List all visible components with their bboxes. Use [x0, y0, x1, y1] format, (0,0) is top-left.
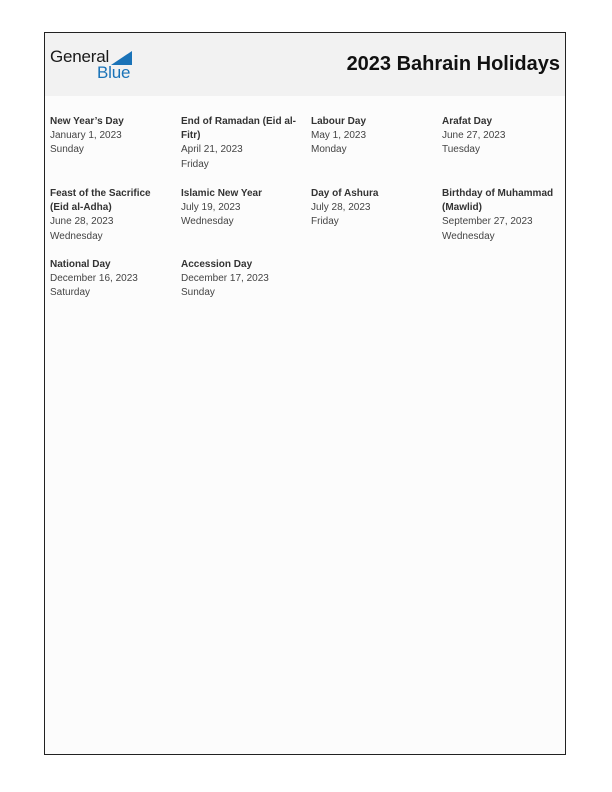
holiday-name: Feast of the Sacrifice (Eid al-Adha) — [50, 188, 151, 214]
holiday-item — [50, 115, 172, 158]
page-title: 2023 Bahrain Holidays — [346, 53, 560, 75]
holiday-item — [50, 187, 172, 244]
calendar-page — [44, 32, 566, 755]
holiday-item — [181, 187, 303, 230]
holiday-name: Birthday of Muhammad (Mawlid) — [442, 188, 554, 214]
holiday-name: End of Ramadan (Eid al-Fitr) — [181, 116, 297, 142]
holiday-name: Islamic New Year — [181, 188, 262, 199]
holiday-weekday: Wednesday — [181, 216, 234, 228]
holiday-date: July 19, 2023 — [181, 202, 241, 214]
holiday-item — [442, 187, 564, 244]
holiday-weekday: Sunday — [50, 144, 84, 156]
holiday-name: Labour Day — [311, 116, 367, 127]
holiday-item — [311, 115, 433, 158]
holiday-name: New Year’s Day — [50, 116, 124, 127]
holiday-date: September 27, 2023 — [442, 216, 533, 228]
holiday-date: July 28, 2023 — [311, 202, 371, 214]
holiday-name: Accession Day — [181, 259, 253, 270]
holiday-weekday: Friday — [311, 216, 339, 228]
holiday-weekday: Tuesday — [442, 144, 480, 156]
holiday-date: January 1, 2023 — [50, 130, 122, 142]
header-band — [45, 33, 565, 96]
holiday-name: National Day — [50, 259, 111, 270]
holiday-date: April 21, 2023 — [181, 144, 243, 156]
holiday-name: Day of Ashura — [311, 188, 379, 199]
holiday-date: June 28, 2023 — [50, 216, 114, 228]
holiday-weekday: Friday — [181, 158, 209, 170]
holiday-weekday: Wednesday — [50, 230, 103, 242]
holiday-item — [50, 258, 172, 301]
holiday-weekday: Saturday — [50, 287, 91, 299]
holiday-date: May 1, 2023 — [311, 130, 367, 142]
logo-general-text: General — [50, 47, 110, 66]
holiday-name: Arafat Day — [442, 116, 493, 127]
holiday-item — [311, 187, 433, 230]
holiday-weekday: Sunday — [181, 287, 215, 299]
holiday-date: December 17, 2023 — [181, 273, 269, 285]
holiday-date: December 16, 2023 — [50, 273, 138, 285]
holiday-weekday: Wednesday — [442, 230, 495, 242]
holiday-item — [181, 115, 303, 172]
holiday-weekday: Monday — [311, 144, 347, 156]
logo-blue-text: Blue — [97, 63, 131, 82]
generalblue-logo — [50, 47, 140, 83]
holiday-item — [181, 258, 303, 301]
holiday-date: June 27, 2023 — [442, 130, 506, 142]
holiday-item — [442, 115, 564, 158]
